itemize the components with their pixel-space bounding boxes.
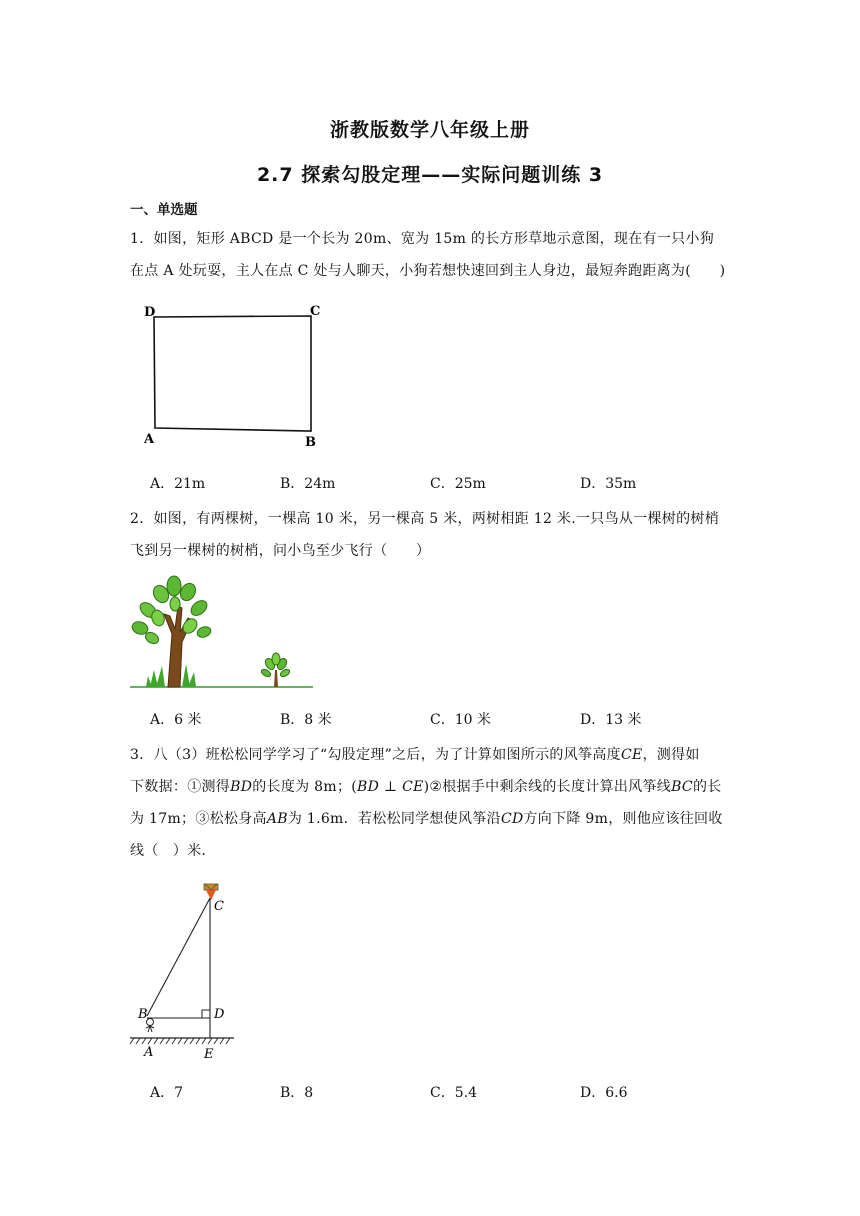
small-tree xyxy=(260,653,291,687)
label-e: E xyxy=(204,1047,214,1062)
q3-option-d[interactable]: D．6.6 xyxy=(580,1085,628,1101)
q2-option-d[interactable]: D．13 米 xyxy=(580,712,642,728)
q1-option-a[interactable]: A．21m xyxy=(150,476,206,492)
label-b: B xyxy=(138,1007,148,1022)
ground-hatching xyxy=(130,1038,230,1044)
right-angle-mark xyxy=(202,1010,210,1018)
q1-text-line2: 在点 A 处玩耍，主人在点 C 处与人聊天，小狗若想快速回到主人身边，最短奔跑距离为( ) xyxy=(130,263,726,279)
q3-text-line3: 为 17m；③松松身高AB为 1.6m．若松松同学想使风筝沿CD方向下降 9m，则他应该往回收 xyxy=(130,811,723,827)
big-tree-leaves xyxy=(130,576,212,646)
section-heading: 一、单选题 xyxy=(130,202,198,218)
q2-text-line1: 2．如图，有两棵树，一棵高 10 米，另一棵高 5 米，两树相距 12 米.一只鸟从一棵树的树梢 xyxy=(130,511,719,527)
rectangle-abcd xyxy=(154,316,311,431)
q2-option-b[interactable]: B．8 米 xyxy=(280,712,332,728)
q1-option-b[interactable]: B．24m xyxy=(280,476,336,492)
q3-kite-figure xyxy=(126,876,246,1064)
q1-option-c[interactable]: C．25m xyxy=(430,476,486,492)
label-c: C xyxy=(214,899,224,914)
label-c: C xyxy=(310,304,321,319)
document-title: 浙教版数学八年级上册 xyxy=(329,119,530,141)
q1-rectangle-figure xyxy=(140,300,340,450)
q1-option-d[interactable]: D．35m xyxy=(580,476,637,492)
q2-text-line2: 飞到另一棵树的树梢，问小鸟至少飞行（ ） xyxy=(130,543,431,559)
label-a: A xyxy=(144,1045,154,1060)
segment-bc xyxy=(147,898,210,1016)
q2-trees-figure xyxy=(128,574,320,694)
label-b: B xyxy=(305,435,316,450)
label-d: D xyxy=(214,1007,225,1022)
q3-option-a[interactable]: A．7 xyxy=(150,1085,184,1101)
document-subtitle: 2.7 探索勾股定理——实际问题训练 3 xyxy=(256,164,604,186)
q3-option-c[interactable]: C．5.4 xyxy=(430,1085,477,1101)
label-d: D xyxy=(144,305,156,320)
q3-text-line1: 3．八（3）班松松同学学习了“勾股定理”之后，为了计算如图所示的风筝高度CE，测得如 xyxy=(130,747,700,763)
q3-text-line4: 线（ ）米． xyxy=(130,843,216,859)
label-a: A xyxy=(144,432,155,447)
kite-icon xyxy=(204,884,218,900)
q2-option-c[interactable]: C．10 米 xyxy=(430,712,491,728)
q2-option-a[interactable]: A．6 米 xyxy=(150,712,202,728)
q3-text-line2: 下数据：①测得BD的长度为 8m；(BD ⊥ CE)②根据手中剩余线的长度计算出风筝线BC的长 xyxy=(130,779,722,795)
q3-option-b[interactable]: B．8 xyxy=(280,1085,314,1101)
q1-text-line1: 1．如图，矩形 ABCD 是一个长为 20m、宽为 15m 的长方形草地示意图，现在有一只小狗 xyxy=(130,231,715,247)
